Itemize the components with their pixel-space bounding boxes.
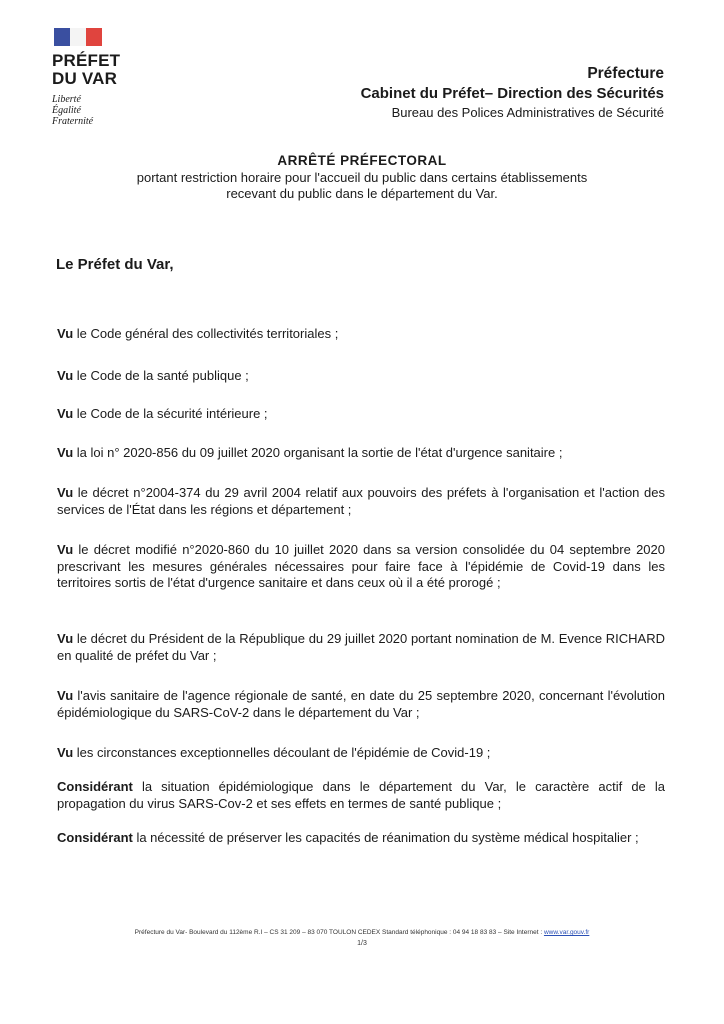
paragraph-lead: Considérant <box>57 830 133 845</box>
paragraph-lead: Vu <box>57 688 74 703</box>
paragraph <box>57 445 665 462</box>
preambule-heading: Le Préfet du Var, <box>56 256 174 273</box>
paragraph-lead: Considérant <box>57 779 133 794</box>
paragraph <box>57 631 665 664</box>
footer-contact <box>0 928 724 937</box>
french-flag-icon <box>54 28 102 46</box>
paragraph <box>57 542 665 592</box>
paragraph-lead: Vu <box>57 406 74 421</box>
document-title-block <box>0 152 724 202</box>
document-subtitle-line2: recevant du public dans le département du Var. <box>226 186 498 201</box>
page-number: 1/3 <box>357 940 367 947</box>
paragraph <box>57 406 665 423</box>
motto-liberte: Liberté <box>52 94 81 105</box>
paragraph-lead: Vu <box>57 445 74 460</box>
paragraph-lead: Vu <box>57 745 74 760</box>
paragraph-text: la loi n° 2020-856 du 09 juillet 2020 organisant la sortie de l'état d'urgence sanitaire ; <box>73 445 563 460</box>
header-bureau: Bureau des Polices Administratives de Sécurité <box>391 105 664 120</box>
paragraph <box>57 326 665 343</box>
paragraph-lead: Vu <box>57 542 74 557</box>
paragraph <box>57 745 665 762</box>
motto-fraternite: Fraternité <box>52 116 94 127</box>
motto-egalite: Égalité <box>52 105 81 116</box>
paragraph-text: le décret modifié n°2020-860 du 10 juillet 2020 dans sa version consolidée du 04 septembre 2020 prescrivant les mesures générales nécessaires pour faire face à l'épidémie de Covid-19 dans les territoires sortis de l'état d'urgence sanitaire et dans ceux où il a été prorogé ; <box>57 542 665 590</box>
paragraph-text: les circonstances exceptionnelles découlant de l'épidémie de Covid-19 ; <box>73 745 491 760</box>
page-footer <box>0 928 724 948</box>
paragraph-text: le Code général des collectivités territoriales ; <box>73 326 339 341</box>
logo-title-line1: PRÉFET <box>52 51 121 70</box>
paragraph-text: la situation épidémiologique dans le département du Var, le caractère actif de la propagation du virus SARS-Cov-2 et ses effets en termes de santé publique ; <box>57 779 665 811</box>
footer-website-link[interactable]: www.var.gouv.fr <box>543 929 590 936</box>
republic-motto <box>52 94 172 127</box>
paragraph-text: le Code de la sécurité intérieure ; <box>73 406 268 421</box>
paragraph-lead: Vu <box>57 326 74 341</box>
paragraph <box>57 368 665 385</box>
document-subtitle-line1: portant restriction horaire pour l'accueil du public dans certains établissements <box>136 170 588 185</box>
paragraph <box>57 779 665 812</box>
paragraph-text: le Code de la santé publique ; <box>73 368 249 383</box>
paragraph <box>57 485 665 518</box>
paragraph-lead: Vu <box>57 368 74 383</box>
logo-title-line2: DU VAR <box>52 69 118 88</box>
paragraph <box>57 688 665 721</box>
header-cabinet: Cabinet du Préfet– Direction des Sécurités <box>360 85 664 102</box>
paragraph <box>57 830 665 847</box>
paragraph-text: le décret n°2004-374 du 29 avril 2004 relatif aux pouvoirs des préfets à l'organisation et l'action des services de l'État dans les régions et département ; <box>57 485 665 517</box>
paragraph-text: le décret du Président de la République du 29 juillet 2020 portant nomination de M. Evence RICHARD en qualité de préfet du Var ; <box>57 631 665 663</box>
paragraph-lead: Vu <box>57 631 74 646</box>
paragraph-lead: Vu <box>57 485 74 500</box>
document-title: ARRÊTÉ PRÉFECTORAL <box>277 153 447 168</box>
paragraph-text: la nécessité de préserver les capacités de réanimation du système médical hospitalier ; <box>132 830 639 845</box>
footer-address: Préfecture du Var- Boulevard du 112ème R.I – CS 31 209 – 83 070 TOULON CEDEX Standard téléphonique : 04 94 18 83 83 – Site Internet : <box>134 929 544 936</box>
paragraph-text: l'avis sanitaire de l'agence régionale de santé, en date du 25 septembre 2020, concernant l'évolution épidémiologique du SARS-CoV-2 dans le département du Var ; <box>57 688 665 720</box>
header-prefecture: Préfecture <box>587 65 664 82</box>
issuing-office-header <box>361 64 664 122</box>
prefecture-logo <box>52 28 172 127</box>
